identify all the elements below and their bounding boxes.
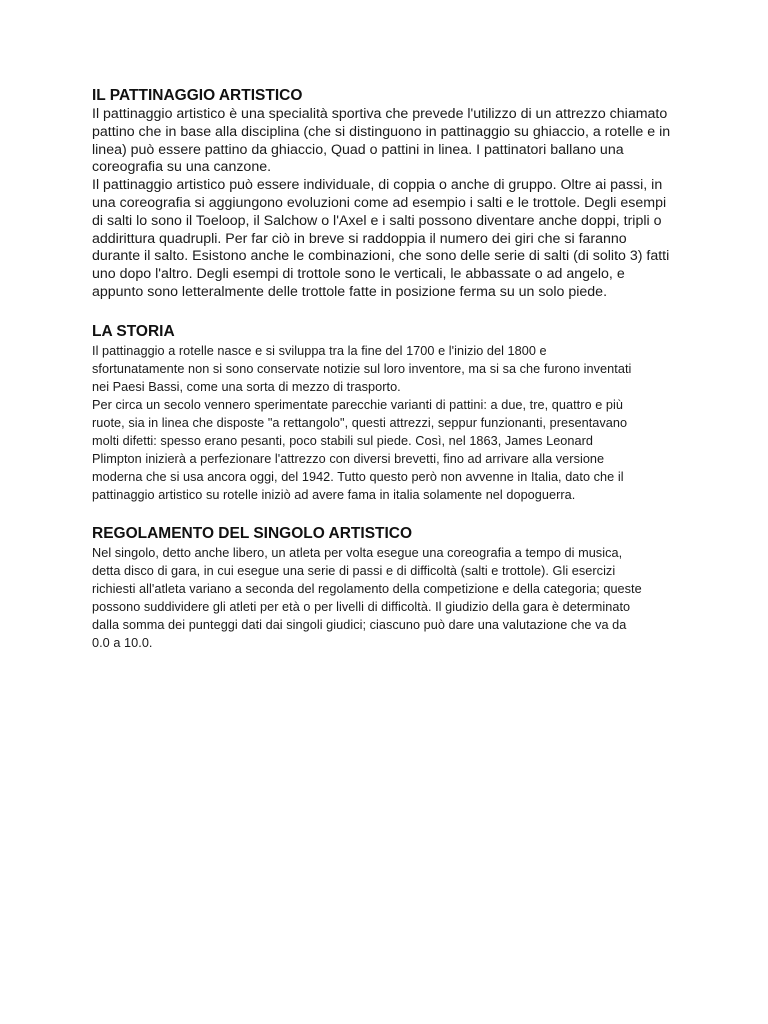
text-line: addirittura quadrupli. Per far ciò in breve si raddoppia il numero dei giri che si faranno [92,230,627,247]
text-line: Il pattinaggio a rotelle nasce e si sviluppa tra la fine del 1700 e l'inizio del 1800 e [92,343,547,358]
text-line: 0.0 a 10.0. [92,635,153,650]
text-line: sfortunatamente non si sono conservate notizie sul loro inventore, ma si sa che furono inventati [92,361,632,376]
section-heading: IL PATTINAGGIO ARTISTICO [92,87,303,104]
text-line: una coreografia si aggiungono evoluzioni come ad esempio i salti e le trottole. Degli esempi [92,194,667,211]
text-line: richiesti all'atleta variano a seconda del regolamento della competizione e della categoria; queste [92,581,642,596]
text-line: linea) può essere pattino da ghiaccio, Quad o pattini in linea. I pattinatori ballano una [92,141,624,158]
text-line: possono suddividere gli atleti per età o per livelli di difficoltà. Il giudizio della gara è determinato [92,599,631,614]
text-line: Nel singolo, detto anche libero, un atleta per volta esegue una coreografia a tempo di musica, [92,545,623,560]
text-line: Per circa un secolo vennero sperimentate parecchie varianti di pattini: a due, tre, quattro e più [92,397,623,412]
text-line: uno dopo l'altro. Degli esempi di trottole sono le verticali, le abbassate o ad angelo, e [92,266,625,283]
text-line: detta disco di gara, in cui esegue una serie di passi e di difficoltà (salti e trottole). Gli esercizi [92,563,616,578]
text-line: nei Paesi Bassi, come una sorta di mezzo di trasporto. [92,379,401,394]
text-line: Il pattinaggio artistico è una specialità sportiva che prevede l'utilizzo di un attrezzo chiamato [92,106,668,122]
paragraph [92,177,682,302]
section-heading: LA STORIA [92,322,175,340]
text-line: ruote, sia in linea che disposte "a rettangolo", questi attrezzi, seppur funzionanti, presentavano [92,415,628,430]
text-line: moderna che si usa ancora oggi, del 1942. Tutto questo però non avvenne in Italia, dato che il [92,469,624,484]
section-heading: REGOLAMENTO DEL SINGOLO ARTISTICO [92,524,413,542]
section-la-storia [92,322,682,504]
text-line: pattino che in base alla disciplina (che si distinguono in pattinaggio su ghiaccio, a rotelle e in [92,123,671,140]
text-line: Il pattinaggio artistico può essere individuale, di coppia o anche di gruppo. Oltre ai passi, in [92,177,663,194]
text-line: di salti lo sono il Toeloop, il Salchow o l'Axel e i salti possono diventare anche doppi, tripli o [92,212,662,229]
paragraph [92,342,682,396]
text-line: dalla somma dei punteggi dati dai singoli giudici; ciascuno può dare una valutazione che va da [92,617,627,632]
text-line: pattinaggio artistico su rotelle iniziò ad avere fama in italia solamente nel dopoguerra. [92,487,576,502]
text-line: coreografia su una canzone. [92,159,272,176]
text-line: molti difetti: spesso erano pesanti, poco stabili sul piede. Così, nel 1863, James Leonard [92,433,594,448]
paragraph [92,106,682,177]
text-line: durante il salto. Esistono anche le combinazioni, che sono delle serie di salti (di solito 3) fatti [92,248,670,265]
section-pattinaggio-artistico [92,86,682,302]
text-line: appunto sono letteralmente delle trottole fatte in posizione ferma su un solo piede. [92,283,608,300]
paragraph [92,396,682,504]
text-line: Plimpton inizierà a perfezionare l'attrezzo con diversi brevetti, fino ad arrivare alla versione [92,451,605,466]
section-regolamento-singolo-artistico [92,524,682,652]
paragraph [92,544,682,652]
document-page [92,86,682,652]
